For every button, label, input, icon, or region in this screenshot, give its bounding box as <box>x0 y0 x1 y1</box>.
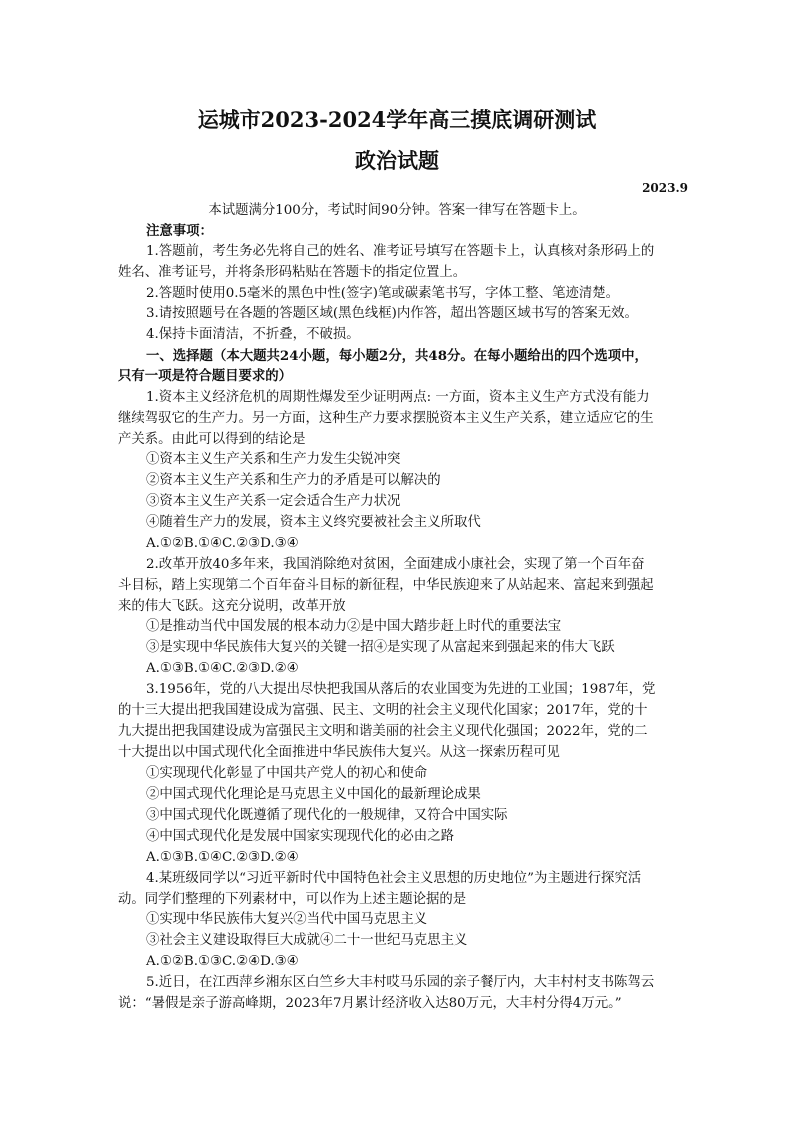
question-option: ②中国式现代化理论是马克思主义中国化的最新理论成果 <box>146 787 481 802</box>
exam-subtitle: 政治试题 <box>355 148 439 173</box>
notice-item: 姓名、准考证号，并将条形码粘贴在答题卡的指定位置上。 <box>118 265 467 280</box>
exam-title: 运城市2023-2024学年高三摸底调研测试 <box>197 107 597 132</box>
intro-text: 本试题满分100分，考试时间90分钟。答案一律写在答题卡上。 <box>208 203 586 218</box>
question-stem: 2.改革开放40多年来，我国消除绝对贫困，全面建成小康社会，实现了第一个百年奋 <box>146 557 645 572</box>
question-option: ③中国式现代化既遵循了现代化的一般规律，又符合中国实际 <box>146 808 508 823</box>
question-option: ①资本主义生产关系和生产力发生尖锐冲突 <box>146 452 401 467</box>
question-stem: 说：“暑假是亲子游高峰期，2023年7月累计经济收入达80万元，大丰村分得4万元。” <box>118 996 622 1011</box>
exam-date: 2023.9 <box>642 181 688 195</box>
answer-choices: A.①③B.①④C.②③D.②④ <box>146 661 299 676</box>
question-option: ③资本主义生产关系一定会适合生产力状况 <box>146 494 401 509</box>
notice-heading: 注意事项： <box>146 223 213 239</box>
section-heading: 一、选择题（本大题共24小题，每小题2分，共48分。在每小题给出的四个选项中， <box>146 348 648 364</box>
question-option: ④中国式现代化是发展中国家实现现代化的必由之路 <box>146 829 454 844</box>
question-stem: 动。同学们整理的下列素材中，可以作为上述主题论据的是 <box>118 892 467 907</box>
question-option: ②资本主义生产关系和生产力的矛盾是可以解决的 <box>146 473 441 488</box>
notice-item: 1.答题前，考生务必先将自己的姓名、准考证号填写在答题卡上，认真核对条形码上的 <box>146 244 655 259</box>
question-stem: 十大提出以中国式现代化全面推进中华民族伟大复兴。从这一探索历程可见 <box>118 745 560 760</box>
question-stem: 斗目标，踏上实现第二个百年奋斗目标的新征程，中华民族迎来了从站起来、富起来到强起 <box>118 578 654 593</box>
question-option: ③是实现中华民族伟大复兴的关键一招④是实现了从富起来到强起来的伟大飞跃 <box>146 640 615 655</box>
question-stem: 4.某班级同学以“习近平新时代中国特色社会主义思想的历史地位”为主题进行探究活 <box>146 871 642 886</box>
question-option: ④随着生产力的发展，资本主义终究要被社会主义所取代 <box>146 515 481 530</box>
question-stem: 继续驾驭它的生产力。另一方面，这种生产力要求摆脱资本主义生产关系，建立适应它的生 <box>118 411 654 426</box>
question-stem: 产关系。由此可以得到的结论是 <box>118 432 306 447</box>
answer-choices: A.①②B.①④C.②③D.③④ <box>146 536 299 551</box>
question-option: ①实现中华民族伟大复兴②当代中国马克思主义 <box>146 912 428 927</box>
question-stem: 九大提出把我国建设成为富强民主文明和谐美丽的社会主义现代化强国；2022年，党的二 <box>118 724 648 739</box>
question-stem: 来的伟大飞跃。这充分说明，改革开放 <box>118 599 346 614</box>
question-option: ①是推动当代中国发展的根本动力②是中国大踏步赶上时代的重要法宝 <box>146 619 562 634</box>
answer-choices: A.①②B.①③C.②④D.③④ <box>146 954 299 969</box>
answer-choices: A.①③B.①④C.②③D.②④ <box>146 850 299 865</box>
notice-item: 3.请按照题号在各题的答题区域(黑色线框)内作答，超出答题区域书写的答案无效。 <box>146 306 638 321</box>
question-stem: 5.近日，在江西萍乡湘东区白竺乡大丰村哎马乐园的亲子餐厅内，大丰村村支书陈驾云 <box>146 975 655 990</box>
question-option: ③社会主义建设取得巨大成就④二十一世纪马克思主义 <box>146 933 468 948</box>
question-stem: 3.1956年，党的八大提出尽快把我国从落后的农业国变为先进的工业国；1987年，党 <box>146 682 656 697</box>
question-stem: 的十三大提出把我国建设成为富强、民主、文明的社会主义现代化国家；2017年，党的十 <box>118 703 648 718</box>
notice-item: 2.答题时使用0.5毫米的黑色中性(签字)笔或碳素笔书写，字体工整、笔迹清楚。 <box>146 286 620 301</box>
notice-item: 4.保持卡面清洁，不折叠，不破损。 <box>146 327 360 342</box>
question-option: ①实现现代化彰显了中国共产党人的初心和使命 <box>146 766 428 781</box>
section-heading-cont: 只有一项是符合题目要求的） <box>118 368 293 384</box>
question-stem: 1.资本主义经济危机的周期性爆发至少证明两点: 一方面，资本主义生产方式没有能力 <box>146 390 650 405</box>
